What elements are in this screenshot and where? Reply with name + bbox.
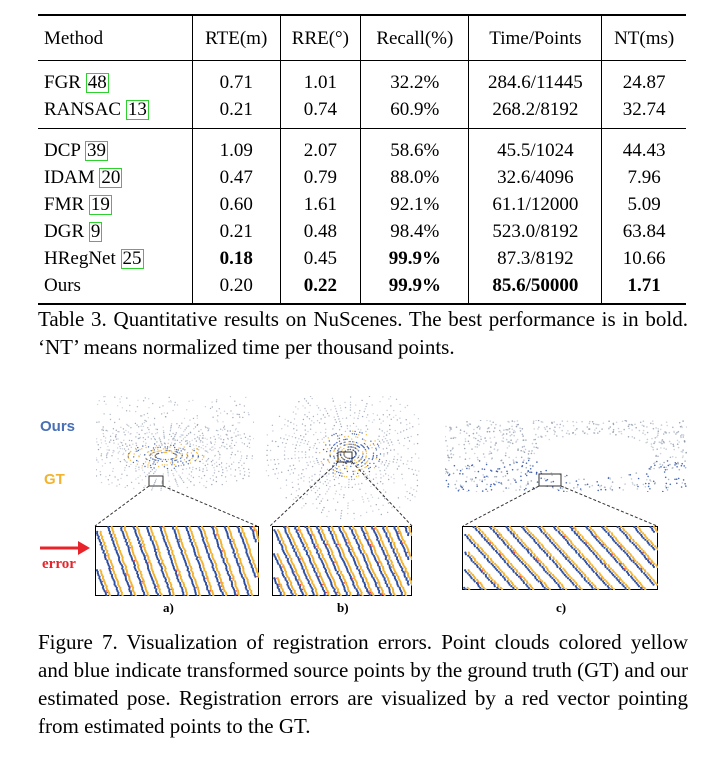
- rte-cell: 1.09: [192, 129, 280, 165]
- header-method: Method: [38, 15, 192, 61]
- zoom-inset-a: [95, 526, 259, 596]
- time-points-cell: 87.3/8192: [469, 245, 602, 272]
- nt-cell: 1.71: [602, 272, 686, 304]
- rre-cell: 1.61: [280, 191, 361, 218]
- table-caption: Table 3. Quantitative results on NuScenes. The best performance is in bold. ‘NT’ means normalized time per thousand points.: [38, 307, 688, 359]
- legend-gt-label: GT: [44, 471, 65, 488]
- recall-cell: 99.9%: [361, 245, 469, 272]
- table-row: [38, 61, 686, 97]
- table-row: [38, 245, 686, 272]
- nt-cell: 63.84: [602, 218, 686, 245]
- method-cell: FGR 48: [44, 71, 107, 93]
- table-row: [38, 129, 686, 165]
- citation-link[interactable]: 9: [90, 220, 101, 242]
- zoom-inset-b: [272, 526, 412, 596]
- header-rre: RRE(°): [280, 15, 361, 61]
- nt-cell: 24.87: [602, 61, 686, 97]
- recall-cell: 99.9%: [361, 272, 469, 304]
- method-cell: DGR 9: [44, 220, 101, 242]
- citation-link[interactable]: 25: [122, 247, 142, 269]
- header-recall: Recall(%): [361, 15, 469, 61]
- nt-cell: 5.09: [602, 191, 686, 218]
- citation-link[interactable]: 39: [87, 139, 107, 161]
- time-points-cell: 45.5/1024: [469, 129, 602, 165]
- rte-cell: 0.47: [192, 164, 280, 191]
- time-points-cell: 523.0/8192: [469, 218, 602, 245]
- rre-cell: 0.22: [280, 272, 361, 304]
- zoom-guides-a: [92, 468, 260, 528]
- nt-cell: 7.96: [602, 164, 686, 191]
- rre-cell: 2.07: [280, 129, 361, 165]
- method-cell: FMR 19: [44, 193, 110, 215]
- citation-link[interactable]: 48: [87, 71, 107, 93]
- zoom-guides-b: [266, 448, 416, 528]
- time-points-cell: 61.1/12000: [469, 191, 602, 218]
- table-row: [38, 164, 686, 191]
- figure-caption: Figure 7. Visualization of registration errors. Point clouds colored yellow and blue indicate transformed source points by the ground truth (GT) and our estimated pose. Registration errors are visualized by a red vector pointing from estimated points to the GT.: [38, 630, 688, 738]
- rre-cell: 0.74: [280, 96, 361, 129]
- rre-cell: 0.48: [280, 218, 361, 245]
- zoom-inset-c: [462, 526, 658, 590]
- header-time-points: Time/Points: [469, 15, 602, 61]
- recall-cell: 58.6%: [361, 129, 469, 165]
- panel-label-b: b): [337, 600, 349, 615]
- table-row: [38, 191, 686, 218]
- results-table: [38, 14, 686, 305]
- rte-cell: 0.60: [192, 191, 280, 218]
- panel-label-a: a): [163, 600, 174, 615]
- time-points-cell: 284.6/11445: [469, 61, 602, 97]
- recall-cell: 32.2%: [361, 61, 469, 97]
- error-arrow-icon: [38, 538, 92, 558]
- panel-label-c: c): [556, 600, 567, 615]
- citation-link[interactable]: 20: [101, 166, 121, 188]
- recall-cell: 98.4%: [361, 218, 469, 245]
- legend-error-label: error: [42, 556, 76, 572]
- rte-cell: 0.71: [192, 61, 280, 97]
- recall-cell: 92.1%: [361, 191, 469, 218]
- nt-cell: 32.74: [602, 96, 686, 129]
- method-cell: DCP 39: [44, 139, 107, 161]
- nt-cell: 44.43: [602, 129, 686, 165]
- table-header-row: [38, 15, 686, 61]
- time-points-cell: 32.6/4096: [469, 164, 602, 191]
- rte-cell: 0.20: [192, 272, 280, 304]
- rte-cell: 0.21: [192, 218, 280, 245]
- rre-cell: 0.79: [280, 164, 361, 191]
- table-row: [38, 218, 686, 245]
- header-rte: RTE(m): [192, 15, 280, 61]
- nt-cell: 10.66: [602, 245, 686, 272]
- method-cell: IDAM 20: [44, 166, 121, 188]
- rre-cell: 0.45: [280, 245, 361, 272]
- recall-cell: 60.9%: [361, 96, 469, 129]
- method-cell: HRegNet 25: [44, 247, 142, 269]
- rte-cell: 0.18: [192, 245, 280, 272]
- legend-ours-label: Ours: [40, 418, 76, 435]
- recall-cell: 88.0%: [361, 164, 469, 191]
- table-row: [38, 272, 686, 304]
- method-cell: Ours: [38, 272, 192, 304]
- rre-cell: 1.01: [280, 61, 361, 97]
- citation-link[interactable]: 19: [90, 193, 110, 215]
- error-arrow-head: [78, 541, 90, 555]
- zoom-guides-c: [445, 470, 687, 528]
- citation-link[interactable]: 13: [127, 98, 147, 120]
- table-row: [38, 96, 686, 129]
- time-points-cell: 268.2/8192: [469, 96, 602, 129]
- header-nt: NT(ms): [602, 15, 686, 61]
- rte-cell: 0.21: [192, 96, 280, 129]
- method-cell: RANSAC 13: [38, 96, 192, 129]
- time-points-cell: 85.6/50000: [469, 272, 602, 304]
